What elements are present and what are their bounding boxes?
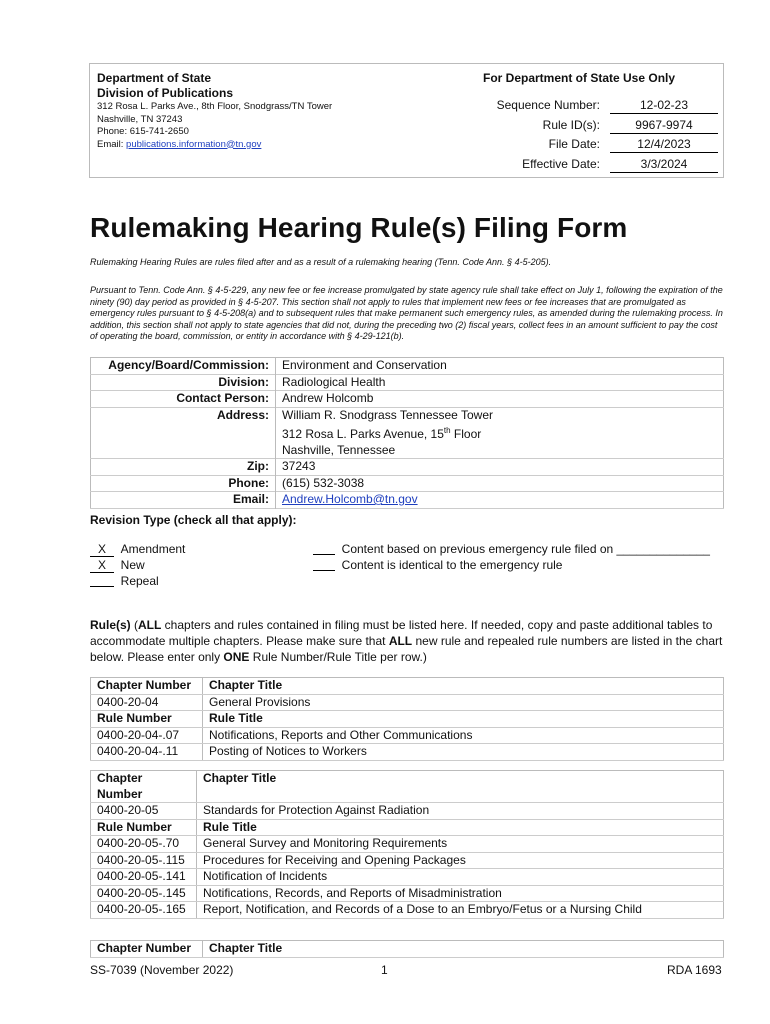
chapter-number-header: Chapter Number — [91, 678, 203, 695]
table-row — [91, 744, 724, 761]
agency-label: Agency/Board/Commission: — [91, 358, 276, 375]
table-row — [91, 391, 724, 408]
rules-instructions — [90, 617, 726, 665]
table-row — [91, 902, 724, 919]
revision-label: Amendment — [120, 542, 186, 556]
rules-bold: ALL — [388, 634, 413, 648]
checkbox-mark[interactable] — [313, 557, 335, 571]
chapter-title: Standards for Protection Against Radiation — [197, 803, 724, 820]
revision-label: Content is identical to the emergency rule — [341, 558, 563, 572]
chapter-number: 0400-20-04 — [91, 694, 203, 711]
email-link[interactable]: Andrew.Holcomb@tn.gov — [282, 492, 418, 506]
intro-text: Rulemaking Hearing Rules are rules filed after and as a result of a rulemaking hearing (Tenn. Code Ann. § 4-5-205). — [90, 257, 552, 267]
rule-title: Notification of Incidents — [197, 869, 724, 886]
chapter-number-header — [91, 771, 197, 803]
field-value: 3/3/2024 — [610, 156, 718, 173]
revision-item[interactable] — [313, 541, 710, 557]
address-label: Address: — [91, 407, 276, 459]
field-value: 9967-9974 — [610, 117, 718, 134]
page-title: Rulemaking Hearing Rule(s) Filing Form — [90, 212, 628, 243]
rda-number: RDA 1693 — [667, 963, 722, 977]
table-row — [91, 852, 724, 869]
rules-bold: ALL — [138, 618, 162, 632]
effective-date-field — [470, 156, 718, 172]
rule-number-header: Rule Number — [91, 711, 203, 728]
sequence-number-field — [470, 97, 718, 113]
phone-line: Phone: 615-741-2650 — [97, 126, 189, 137]
rule-title: Report, Notification, and Records of a Dose to an Embryo/Fetus or a Nursing Child — [197, 902, 724, 919]
email-value — [276, 492, 724, 509]
rules-text: chapters and rules contained in filing must be listed here. If needed, copy and paste additional tables to accommodate multiple chapters. Please make sure that — [90, 618, 713, 648]
chapter-number: 0400-20-05 — [91, 803, 197, 820]
table-row — [91, 678, 724, 695]
division-value: Radiological Health — [282, 374, 386, 389]
chapter-title: General Provisions — [203, 694, 724, 711]
address-value — [276, 407, 724, 459]
table-row — [91, 885, 724, 902]
department-address — [97, 101, 332, 151]
email-label: Email: — [97, 138, 127, 150]
email-link[interactable]: publications.information@tn.gov — [126, 138, 262, 150]
rule-ids-field — [470, 117, 718, 133]
table-row — [91, 819, 724, 836]
address-line: William R. Snodgrass Tennessee Tower — [282, 407, 493, 422]
rule-title: Procedures for Receiving and Opening Packages — [197, 852, 724, 869]
table-row — [91, 941, 724, 958]
phone-label: Phone: — [91, 475, 276, 492]
revision-label: Repeal — [120, 574, 159, 588]
table-row — [91, 492, 724, 509]
table-row — [91, 358, 724, 375]
rules-text: new rule and repealed rule numbers are listed in the chart below. Please enter only — [90, 634, 723, 664]
checkbox-mark[interactable] — [313, 541, 335, 555]
revision-left-list — [90, 541, 185, 589]
revision-item[interactable] — [90, 557, 185, 573]
address-part: Floor — [450, 427, 482, 441]
state-use-heading: For Department of State Use Only — [483, 71, 676, 85]
agency-table — [90, 357, 724, 509]
rule-number: 0400-20-04-.07 — [91, 727, 203, 744]
division-line: Division of Publications — [97, 86, 234, 100]
field-label: Rule ID(s): — [542, 118, 600, 132]
chapter-number-header: Chapter Number — [91, 941, 203, 958]
address-line: Nashville, Tennessee — [282, 442, 396, 457]
address-line: Nashville, TN 37243 — [97, 113, 183, 125]
chapter-title-header: Chapter Title — [203, 678, 724, 695]
rule-title: General Survey and Monitoring Requirements — [197, 836, 724, 853]
rule-number: 0400-20-05-.165 — [91, 902, 197, 919]
rules-text: Rule Number/Rule Title per row.) — [249, 650, 427, 664]
address-line: 312 Rosa L. Parks Ave., 8th Floor, Snodgrass/TN Tower — [97, 101, 333, 112]
revision-label: New — [120, 558, 145, 572]
rule-title: Posting of Notices to Workers — [203, 744, 724, 761]
table-row — [91, 459, 724, 476]
form-number: SS-7039 (November 2022) — [90, 963, 234, 977]
rule-title-header: Rule Title — [197, 819, 724, 836]
table-row — [91, 727, 724, 744]
revision-label: Content based on previous emergency rule filed on ______________ — [341, 542, 710, 556]
table-row — [91, 803, 724, 820]
rules-bold: Rule(s) — [90, 618, 131, 632]
file-date-field — [470, 136, 718, 152]
contact-value: Andrew Holcomb — [282, 391, 374, 405]
chapter-table-2 — [90, 770, 724, 919]
agency-value: Environment and Conservation — [282, 358, 447, 372]
email-label: Email: — [91, 492, 276, 509]
field-value: 12/4/2023 — [610, 136, 718, 153]
revision-item[interactable] — [90, 541, 185, 557]
revision-right-list — [313, 541, 710, 573]
field-label: Sequence Number: — [496, 98, 600, 112]
revision-heading: Revision Type (check all that apply): — [90, 513, 297, 527]
header-line: Number — [97, 786, 143, 801]
rule-number: 0400-20-04-.11 — [91, 744, 203, 761]
table-row — [91, 869, 724, 886]
email-line — [97, 139, 332, 152]
rule-number: 0400-20-05-.145 — [91, 885, 197, 902]
chapter-table-1 — [90, 677, 724, 761]
rule-number: 0400-20-05-.141 — [91, 869, 197, 886]
header-line: Chapter — [97, 771, 143, 785]
address-sup: th — [443, 426, 451, 435]
checkbox-mark[interactable]: X — [90, 559, 114, 573]
phone-value: (615) 532-3038 — [282, 475, 365, 490]
revision-item[interactable] — [313, 557, 710, 573]
department-name — [97, 71, 233, 101]
table-row — [91, 374, 724, 391]
field-label: File Date: — [548, 137, 600, 151]
rule-number: 0400-20-05-.115 — [91, 852, 197, 869]
table-row — [91, 771, 724, 803]
page-number: 1 — [381, 963, 388, 977]
chapter-table-3 — [90, 940, 724, 958]
rule-number-header: Rule Number — [91, 819, 197, 836]
checkbox-mark[interactable] — [90, 573, 114, 587]
dept-line: Department of State — [97, 71, 212, 85]
field-value: 12-02-23 — [610, 97, 718, 114]
rule-title: Notifications, Records, and Reports of Misadministration — [197, 885, 724, 902]
rules-text: ( — [130, 618, 139, 632]
revision-item[interactable] — [90, 573, 185, 589]
field-label: Effective Date: — [522, 157, 600, 171]
zip-value: 37243 — [282, 459, 316, 473]
rule-title-header: Rule Title — [203, 711, 724, 728]
address-line — [282, 423, 723, 443]
table-row — [91, 836, 724, 853]
table-row — [91, 711, 724, 728]
pursuant-text: Pursuant to Tenn. Code Ann. § 4-5-229, any new fee or fee increase promulgated by state agency rule shall take effect on July 1, following the expiration of the ninety (90) day period as provided in § 4-5-207. This section shall not apply to rules that implement new fees or fee increases that are promulgated as emergency rules pursuant to § 4-5-208(a) and to subsequent rules that make permanent such emergency rules, as amended during the rulemaking process. In addition, this section shall not apply to state agencies that did not, during the preceding two (2) fiscal years, collect fees in an amount sufficient to pay the cost of operating the board, commission, or entity in accordance with § 4-29-121(b). — [90, 285, 723, 341]
table-row — [91, 407, 724, 459]
rules-bold: ONE — [223, 650, 250, 664]
contact-label: Contact Person: — [91, 391, 276, 408]
chapter-title-header: Chapter Title — [203, 941, 724, 958]
address-part: 312 Rosa L. Parks Avenue, 15 — [282, 427, 444, 441]
table-row — [91, 475, 724, 492]
zip-label: Zip: — [91, 459, 276, 476]
chapter-title-header: Chapter Title — [197, 771, 724, 803]
division-label: Division: — [91, 374, 276, 391]
table-row — [91, 694, 724, 711]
checkbox-mark[interactable]: X — [90, 543, 114, 557]
rule-number: 0400-20-05-.70 — [91, 836, 197, 853]
rule-title: Notifications, Reports and Other Communications — [203, 727, 724, 744]
